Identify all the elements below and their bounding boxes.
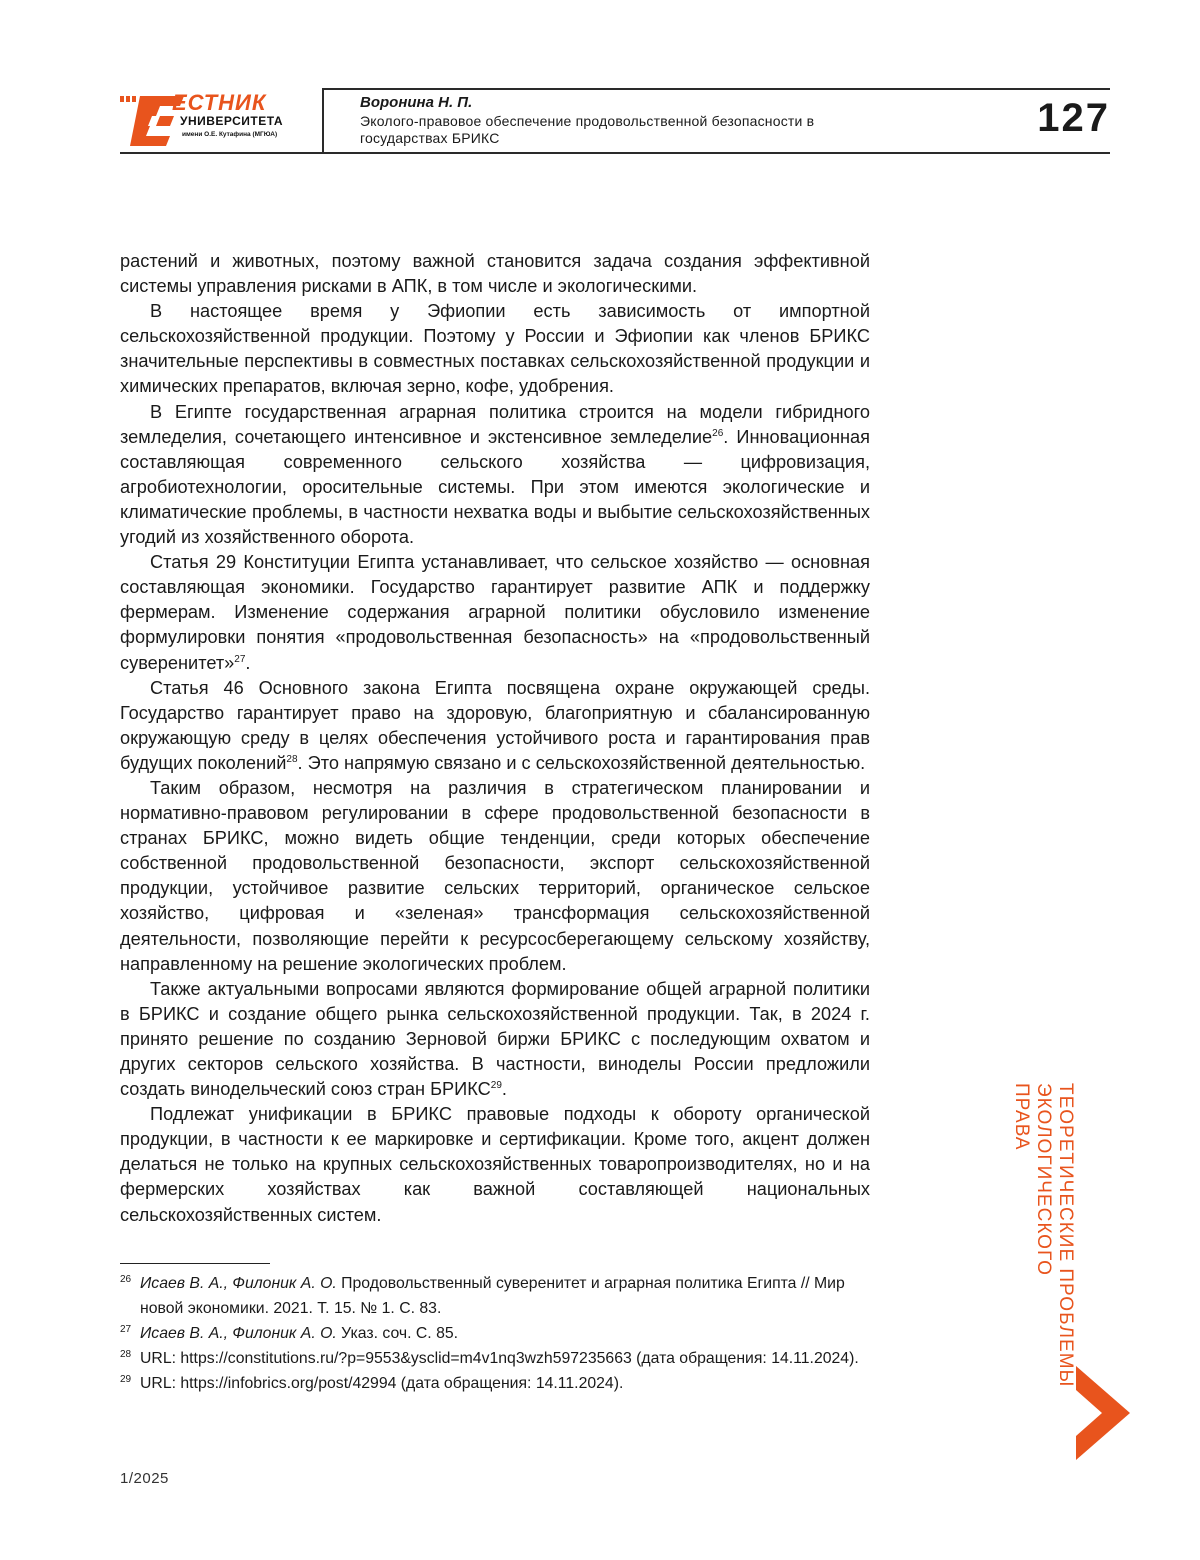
logo-word-vestnik: ЕСТНИК	[172, 90, 267, 115]
paragraph: растений и животных, поэтому важной становится задача создания эффективной системы управления рисками в АПК, в том числе и экологическими.	[120, 251, 870, 297]
paragraph	[120, 977, 870, 1102]
issue-number: 1/2025	[120, 1470, 169, 1487]
header-bottom-rule	[120, 152, 1110, 154]
rubric-label: ТЕОРЕТИЧЕСКИЕ ПРОБЛЕМЫ ЭКОЛОГИЧЕСКОГО ПРАВА	[1011, 1083, 1076, 1388]
logo-word-universiteta: УНИВЕРСИТЕТА	[180, 114, 283, 128]
paragraph-text: . Это напрямую связано и с сельскохозяйственной деятельностью.	[297, 752, 866, 773]
article-author: Воронина Н. П.	[360, 94, 473, 111]
footnote-number: 28	[120, 1349, 132, 1360]
logo-word-kutafin: имени О.Е. Кутафина (МГЮА)	[182, 131, 278, 138]
paragraph-text: .	[501, 1079, 507, 1100]
paragraph	[120, 400, 870, 551]
footnote-ref[interactable]: 28	[286, 753, 298, 765]
footnote-number: 29	[120, 1374, 132, 1385]
paragraph: Таким образом, несмотря на различия в стратегическом планировании и нормативно-правовом регулировании в сфере продовольственной безопасности в странах БРИКС, можно видеть общие тенденции, среди которых обеспечение собственной продовольственной безопасности, экспорт сельскохозяйственной продукции, устойчивое развитие сельских территорий, органическое сельское хозяйство, цифровая и «зеленая» трансформация сельскохозяйственной деятельности, позволяющие перейти к ресурсосберегающему сельскому хозяйству, направленному на решение экологических проблем.	[120, 777, 870, 974]
footnote-ref[interactable]: 26	[712, 427, 724, 439]
footnote-separator	[120, 1263, 270, 1264]
paragraph-text: . Инновационная составляющая современного сельского хозяйства — цифровизация, агробиотехнологии, оросительные системы. При этом имеются экологические и климатические проблемы, в частности нехватка воды и выбытие сельскохозяйственных угодий из хозяйственного оборота.	[120, 426, 870, 548]
paragraph-text: Также актуальными вопросами являются формирование общей аграрной политики в БРИКС и создание общего рынка сельскохозяйственной продукции. Так, в 2024 г. принято решение по созданию Зерновой биржи БРИКС с последующим охватом и других секторов сельского хозяйства. В частности, виноделы России предложили создать винодельческий союз стран БРИКС	[120, 978, 870, 1100]
footnote-text: Указ. соч. С. 85.	[336, 1325, 459, 1342]
footnote-authors: Исаев В. А., Филоник А. О.	[140, 1275, 337, 1292]
journal-logo	[120, 92, 320, 148]
footnote	[120, 1346, 870, 1371]
footnote-ref[interactable]: 27	[234, 653, 246, 665]
paragraph-text: Статья 29 Конституции Египта устанавливает, что сельское хозяйство — основная составляющая экономики. Государство гарантирует развитие АПК и поддержку фермерам. Изменение содержания аграрной политики обусловило изменение формулировки понятия «продовольственная безопасность» на «продовольственный суверенитет»	[120, 552, 870, 673]
paragraph: Подлежат унификации в БРИКС правовые подходы к обороту органической продукции, в частности к ее маркировке и сертификации. Кроме того, акцент должен делаться не только на крупных сельскохозяйственных товаропроизводителях, но и на фермерских хозяйствах как важной составляющей национальных сельскохозяйственных систем.	[120, 1104, 870, 1225]
paragraph-text: В Египте государственная аграрная политика строится на модели гибридного земледелия, сочетающего интенсивное и экстенсивное земледелие	[120, 401, 870, 447]
page-header	[120, 88, 1110, 154]
footnote-number: 26	[120, 1274, 132, 1285]
section-rubric	[1010, 1083, 1080, 1423]
page-number: 127	[1037, 96, 1110, 140]
footnote	[120, 1271, 870, 1321]
paragraph: В настоящее время у Эфиопии есть зависимость от импортной сельскохозяйственной продукции. Поэтому у России и Эфиопии как членов БРИКС значительные перспективы в совместных поставках сельскохозяйственной продукции и химических препаратов, включая зерно, кофе, удобрения.	[120, 301, 870, 397]
header-top-rule	[322, 88, 1110, 90]
footnote	[120, 1371, 870, 1396]
arrow-right-icon	[1076, 1366, 1130, 1460]
paragraph-text: Статья 46 Основного закона Египта посвящена охране окружающей среды. Государство гарантирует право на здоровую, благоприятную и сбалансированную окружающую среду в целях обеспечения устойчивого роста и гарантирования прав будущих поколений	[120, 677, 870, 773]
footnote-text[interactable]: URL: https://constitutions.ru/?p=9553&ysclid=m4v1nq3wzh597235663 (дата обращения: 14.11.2024).	[140, 1350, 859, 1367]
paragraph-text: .	[245, 652, 251, 673]
article-body	[120, 249, 870, 1228]
article-title: Эколого-правовое обеспечение продовольственной безопасности в государствах БРИКС	[360, 113, 815, 146]
footnote	[120, 1321, 870, 1346]
footnote-number: 27	[120, 1324, 132, 1335]
paragraph	[120, 676, 870, 776]
footnote-ref[interactable]: 29	[490, 1080, 502, 1092]
footnote-text[interactable]: URL: https://infobrics.org/post/42994 (дата обращения: 14.11.2024).	[140, 1375, 624, 1392]
paragraph	[120, 550, 870, 675]
footnotes	[120, 1271, 870, 1396]
footnote-authors: Исаев В. А., Филоник А. О.	[140, 1325, 337, 1342]
header-divider	[322, 88, 324, 154]
footnote-text: Продовольственный суверенитет и аграрная политика Египта // Мир новой экономики. 2021. Т. 15. № 1. С. 83.	[140, 1275, 845, 1317]
